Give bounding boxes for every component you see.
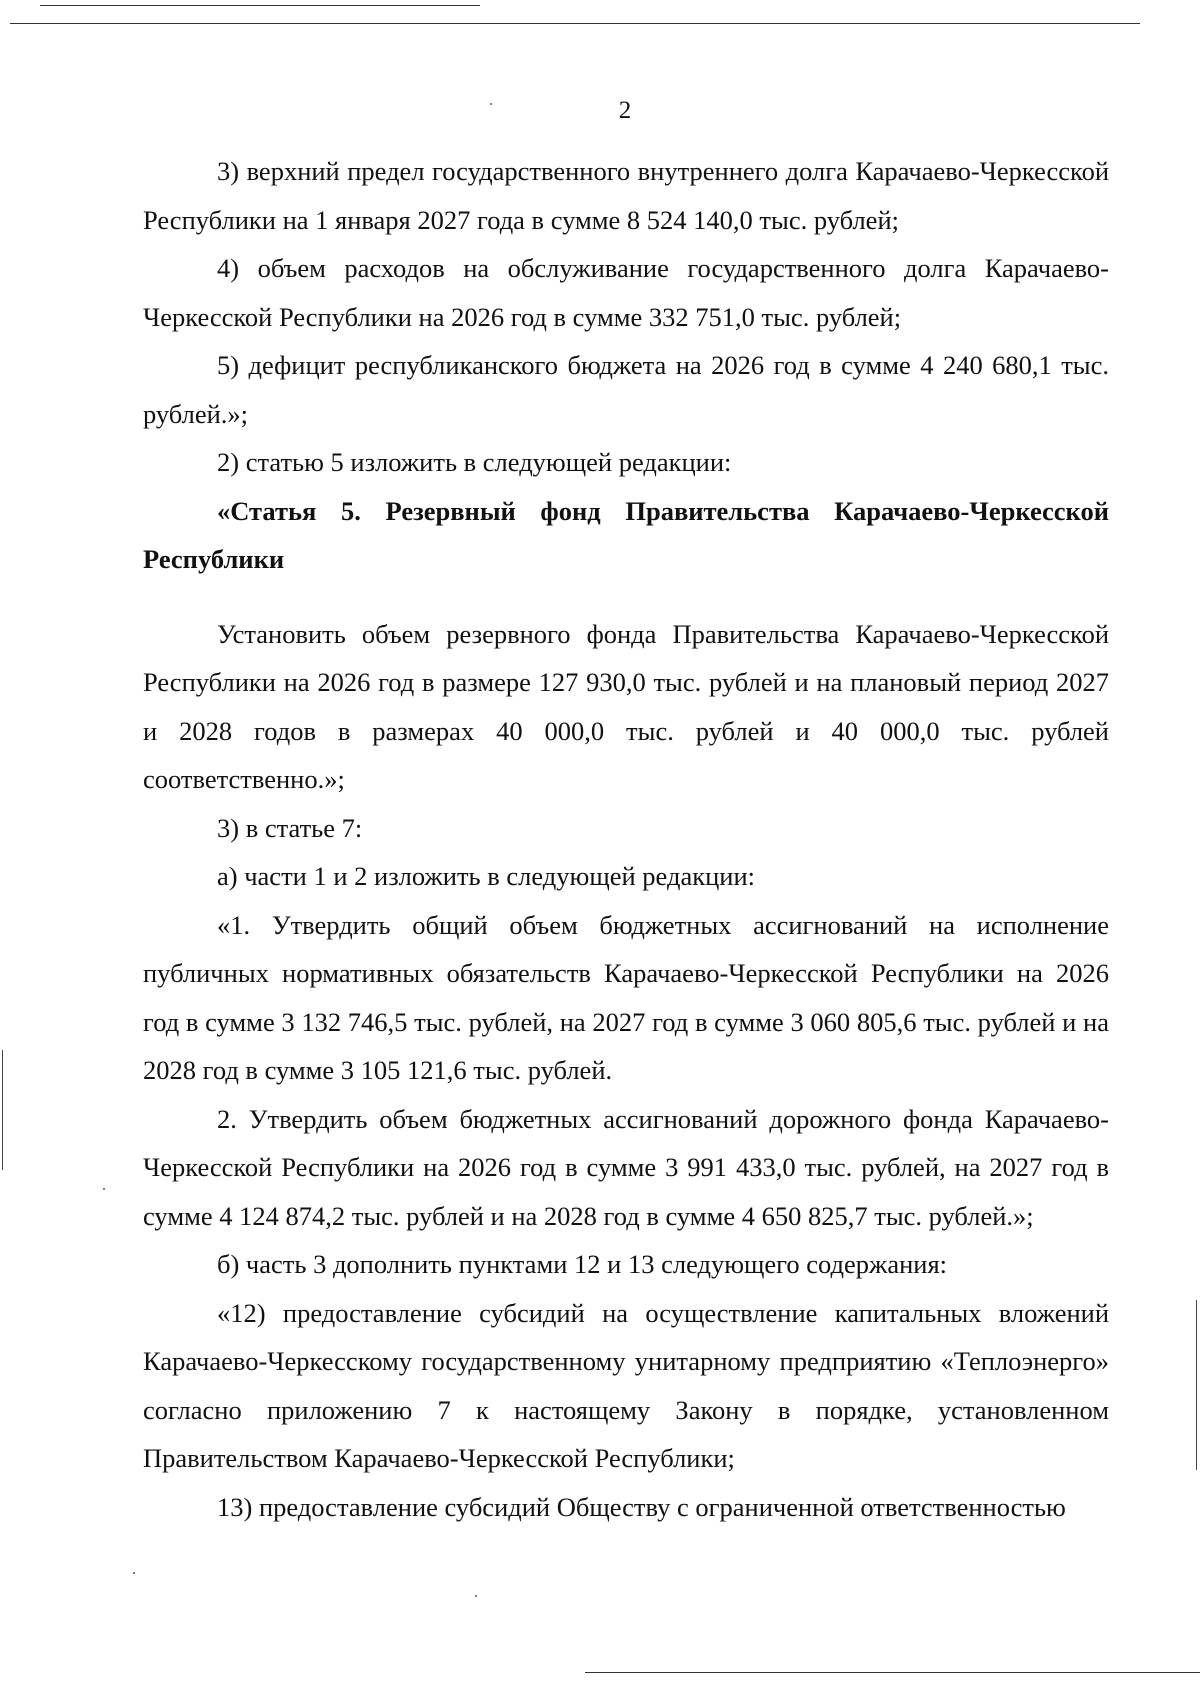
document-body	[143, 147, 1109, 1531]
scan-speck	[133, 1572, 135, 1574]
paragraph-public-obligations: «1. Утвердить общий объем бюджетных ассигнований на исполнение публичных нормативных обязательств Карачаево-Черкесской Республики на 2026 год в сумме 3 132 746,5 тыс. рублей, на 2027 год в сумме 3 060 805,6 тыс. рублей и на 2028 год в сумме 3 105 121,6 тыс. рублей.	[143, 909, 1109, 1085]
scan-speck	[475, 1595, 477, 1597]
scan-line-top-short	[40, 5, 480, 6]
paragraph-item-12: «12) предоставление субсидий на осуществление капитальных вложений Карачаево-Черкесскому государственному унитарному предприятию «Теплоэнерго» согласно приложению 7 к настоящему Закону в порядке, установленном Правительством Карачаево-Черкесской Республики;	[143, 1297, 1109, 1473]
paragraph-deficit: 5) дефицит республиканского бюджета на 2026 год в сумме 4 240 680,1 тыс. рублей.»;	[143, 350, 1109, 429]
paragraph-article-5-intro: 2) статью 5 изложить в следующей редакции:	[217, 447, 732, 477]
page-number: 2	[618, 97, 632, 124]
paragraph-parts-1-2: а) части 1 и 2 изложить в следующей редакции:	[217, 861, 755, 891]
scan-line-top	[10, 23, 1140, 24]
scan-line-bottom	[585, 1672, 1200, 1673]
scan-speck	[103, 1188, 105, 1190]
paragraph-road-fund: 2. Утвердить объем бюджетных ассигнований дорожного фонда Карачаево-Черкесской Республики на 2026 год в сумме 3 991 433,0 тыс. рублей, на 2027 год в сумме 4 124 874,2 тыс. рублей и на 2028 год в сумме 4 650 825,7 тыс. рублей.»;	[143, 1103, 1109, 1231]
scan-edge-left	[2, 1050, 3, 1170]
scan-edge-right	[1196, 1300, 1197, 1470]
article-5-heading: «Статья 5. Резервный фонд Правительства Карачаево-Черкесской Республики	[143, 495, 1109, 574]
paragraph-part-3: б) часть 3 дополнить пунктами 12 и 13 следующего содержания:	[217, 1249, 947, 1279]
paragraph-debt-service: 4) объем расходов на обслуживание государственного долга Карачаево-Черкесской Республики на 2026 год в сумме 332 751,0 тыс. рублей;	[143, 253, 1109, 332]
paragraph-article-7: 3) в статье 7:	[217, 812, 363, 843]
paragraph-debt-limit: 3) верхний предел государственного внутреннего долга Карачаево-Черкесской Республики на 1 января 2027 года в сумме 8 524 140,0 тыс. рублей;	[143, 156, 1109, 235]
paragraph-item-13: 13) предоставление субсидий Обществу с ограниченной ответственностью	[217, 1491, 1066, 1522]
paragraph-reserve-fund: Установить объем резервного фонда Правительства Карачаево-Черкесской Республики на 2026 год в размере 127 930,0 тыс. рублей и на плановый период 2027 и 2028 годов в размерах 40 000,0 тыс. рублей и 40 000,0 тыс. рублей соответственно.»;	[143, 618, 1109, 794]
